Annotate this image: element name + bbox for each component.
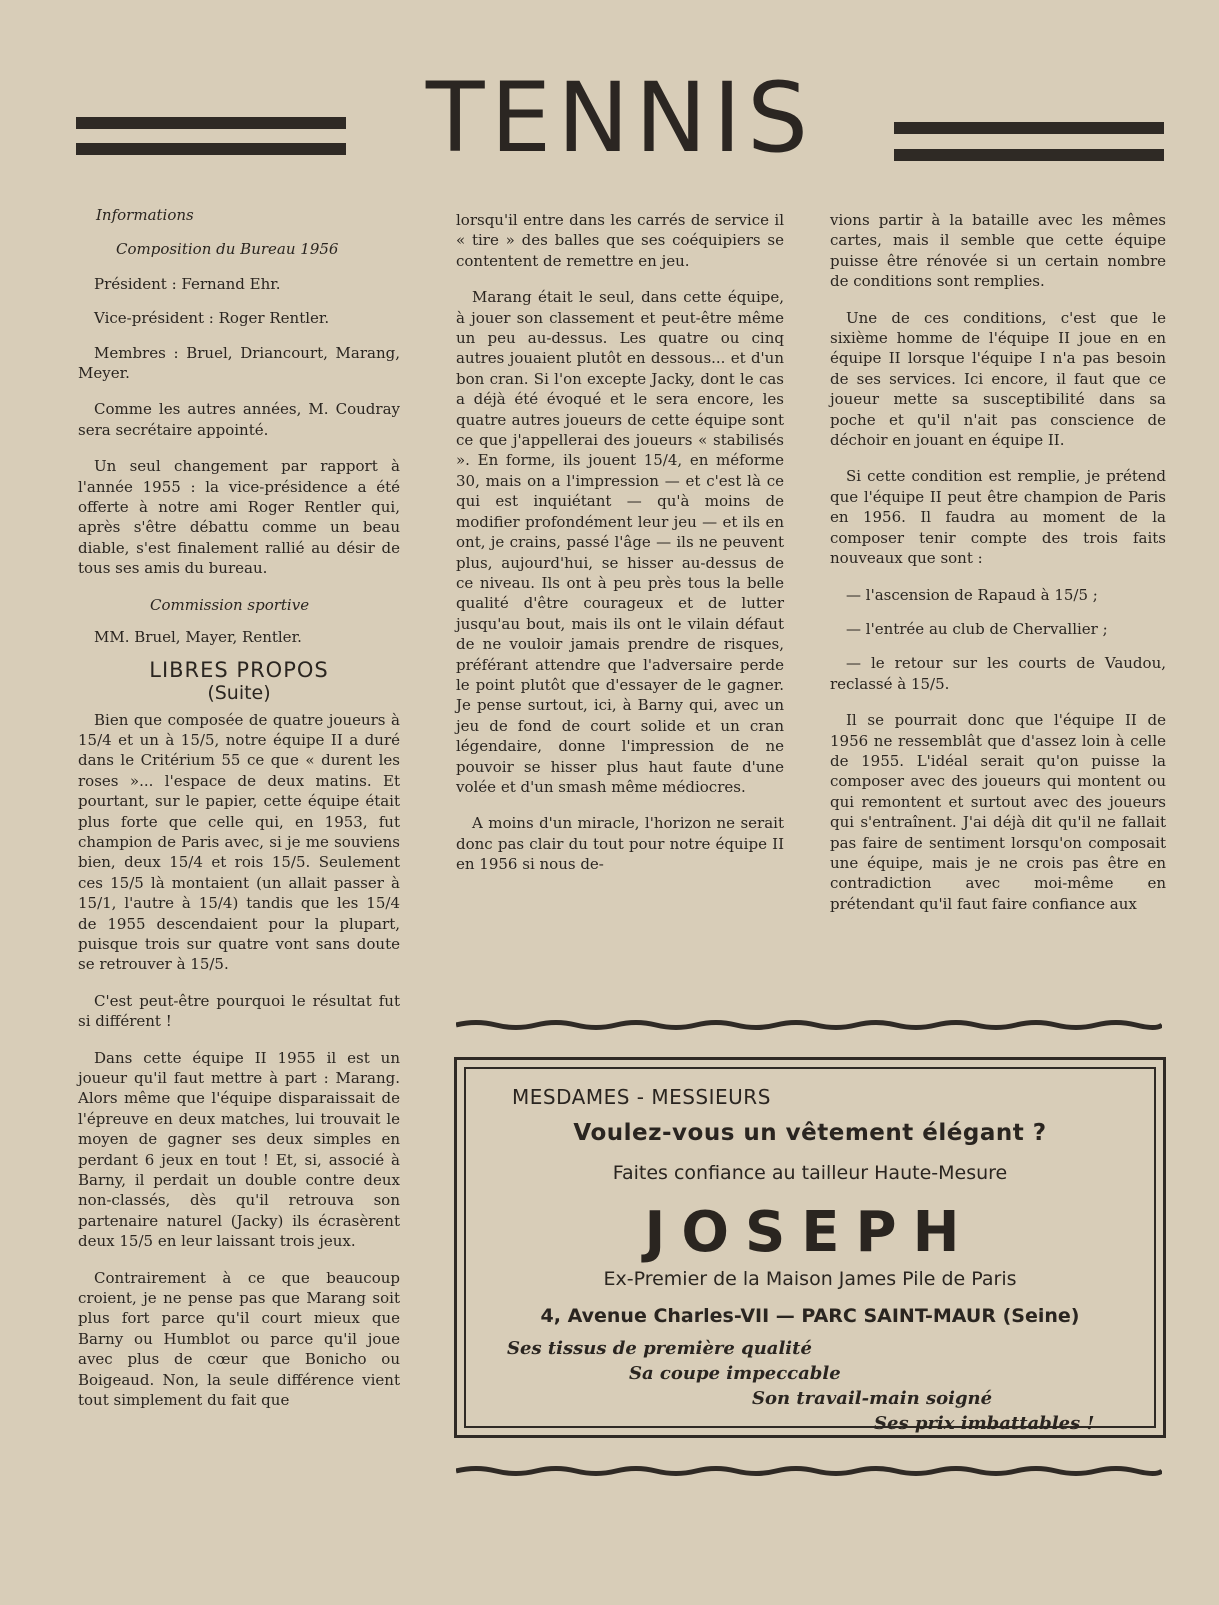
paragraph: Comme les autres années, M. Coudray sera secrétaire appointé. — [78, 400, 400, 439]
members-line: Membres : Bruel, Driancourt, Marang, Meyer. — [78, 343, 400, 383]
ad-confiance: Faites confiance au tailleur Haute-Mesure — [612, 1162, 1008, 1184]
bureau-heading: Composition du Bureau 1956 — [116, 240, 339, 259]
header-rule-left-bottom — [76, 143, 346, 155]
president-line: Président : Fernand Ehr. — [94, 274, 281, 293]
ad-slogan-4: Ses prix imbattables ! — [874, 1413, 1095, 1434]
commission-line: MM. Bruel, Mayer, Rentler. — [94, 628, 302, 647]
list-item: — l'ascension de Rapaud à 15/5 ; — [846, 585, 1098, 604]
paragraph: Bien que composée de quatre joueurs à 15/4 et un à 15/5, notre équipe II a duré dans le Critérium 55 ce que « durent les roses »... l'espace de deux matins. Et pourtant, sur le papier, cette équipe était plus forte que celle qui, en 1953, fut champion de Paris avec, si je me souviens bien, deux 15/4 et rois 15/5. Seulement ces 15/5 là montaient (un allait passer à 15/1, l'autre à 15/4) tandis que les 15/4 de 1955 descendaient pour la plupart, puisque trois sur quatre vont sans doute se retrouver à 15/5. — [78, 710, 400, 974]
header-rule-right-bottom — [894, 149, 1164, 161]
paragraph: Il se pourrait donc que l'équipe II de 1956 ne ressemblât que d'assez loin à celle de 1955. L'idéal serait qu'on puisse la composer avec des joueurs qui montent ou qui remontent et surtout avec des joueurs qui s'entraînent. J'ai déjà dit qu'il ne fallait pas faire de sentiment lorsqu'on composait une équipe, mais je ne crois pas être en contradiction avec moi-même en prétendant qu'il faut faire confiance aux — [830, 711, 1166, 913]
paragraph: A moins d'un miracle, l'horizon ne serait donc pas clair du tout pour notre équipe II en 1956 si nous de- — [456, 814, 784, 874]
paragraph: Marang était le seul, dans cette équipe, à jouer son classement et peut-être même un peu au-dessus. Les quatre ou cinq autres jouaient plutôt en dessous... et d'un bon cran. Si l'on excepte Jacky, dont le cas a déjà été évoqué et le sera encore, les quatre autres joueurs de cette équipe sont ce que j'appellerai des joueurs « stabilisés ». En forme, ils jouent 15/4, en méforme 30, mais on a l'impression — et c'est là ce qui est inquiétant — qu'à moins de modifier profondément leur jeu — et ils en ont, je crains, passé l'âge — ils ne peuvent plus, aujourd'hui, se hisser au-dessus de ce niveau. Ils ont à peu près tous la belle qualité d'être courageux et de lutter jusqu'au bout, mais ils ont le vilain défaut de ne vouloir jamais prendre de risques, préférant attendre que l'adversaire perde le point plutôt que d'essayer de le gagner. Je pense surtout, ici, à Barny qui, avec un jeu de fond de court solide et un cran légendaire, donne l'impression de ne pouvoir se hisser plus haut faute d'une volée et d'un smash même médiocres. — [456, 288, 784, 796]
header-rule-left-top — [76, 117, 346, 129]
ad-ex-premier: Ex-Premier de la Maison James Pile de Paris — [603, 1268, 1017, 1290]
section-subtitle: (Suite) — [207, 681, 271, 704]
column-1 — [78, 205, 400, 1427]
paragraph: Un seul changement par rapport à l'année 1955 : la vice-présidence a été offerte à notre ami Roger Rentler qui, après s'être débattu comme un beau diable, s'est finalement rallié au désir de tous ses amis du bureau. — [78, 457, 400, 578]
header-rule-right-top — [894, 122, 1164, 134]
ad-address: 4, Avenue Charles-VII — PARC SAINT-MAUR (Seine) — [540, 1305, 1080, 1327]
paragraph: vions partir à la bataille avec les mêmes cartes, mais il semble que cette équipe puisse être rénovée si un certain nombre de conditions sont remplies. — [830, 211, 1166, 291]
paragraph: Si cette condition est remplie, je prétend que l'équipe II peut être champion de Paris en 1956. Il faudra au moment de la composer tenir compte des trois faits nouveaux que sont : — [830, 467, 1166, 568]
paragraph: C'est peut-être pourquoi le résultat fut si différent ! — [78, 991, 400, 1031]
paragraph: lorsqu'il entre dans les carrés de service il « tire » des balles que ses coéquipiers se contentent de remettre en jeu. — [456, 211, 784, 270]
paragraph: Contrairement à ce que beaucoup croient, je ne pense pas que Marang soit plus fort parce qu'il court mieux que Barny ou Humblot ou parce qu'il joue avec plus de cœur que Bonicho ou Boigeaud. Non, la seule différence vient tout simplement du fait que — [78, 1268, 400, 1410]
ad-slogan-1: Ses tissus de première qualité — [507, 1338, 812, 1359]
info-heading: Informations — [96, 206, 194, 224]
ad-question: Voulez-vous un vêtement élégant ? — [573, 1120, 1047, 1146]
page-title: TENNIS — [425, 62, 815, 174]
list-item: — l'entrée au club de Chervallier ; — [846, 619, 1108, 638]
ad-brand-name: JOSEPH — [644, 1200, 976, 1265]
wavy-rule-top — [456, 1018, 1162, 1032]
wavy-rule-bottom — [456, 1464, 1162, 1478]
list-item: — le retour sur les courts de Vaudou, reclassé à 15/5. — [830, 654, 1166, 693]
advertisement — [454, 1057, 1166, 1438]
column-2 — [456, 210, 784, 891]
commission-heading: Commission sportive — [150, 595, 310, 614]
section-title: LIBRES PROPOS — [149, 657, 329, 682]
vice-president-line: Vice-président : Roger Rentler. — [94, 309, 330, 328]
paragraph: Dans cette équipe II 1955 il est un joueur qu'il faut mettre à part : Marang. Alors même que l'équipe disparaissait de l'épreuve en deux matches, lui trouvait le moyen de gagner ses deux simples en perdant 6 jeux en tout ! Et, si, associé à Barny, il perdait un double contre deux non-classés, dès qu'il retrouva son partenaire naturel (Jacky) ils écrasèrent deux 15/5 en leur laissant trois jeux. — [78, 1048, 400, 1251]
ad-greeting: MESDAMES - MESSIEURS — [512, 1085, 771, 1109]
paragraph: Une de ces conditions, c'est que le sixième homme de l'équipe II joue en en équipe II lorsque l'équipe I n'a pas besoin de ses services. Ici encore, il faut que ce joueur mette sa susceptibilité dans sa poche et qu'il n'ait pas conscience de déchoir en jouant en équipe II. — [830, 308, 1166, 450]
ad-slogan-3: Son travail-main soigné — [752, 1388, 993, 1409]
column-3 — [830, 210, 1166, 930]
ad-slogan-2: Sa coupe impeccable — [629, 1363, 841, 1384]
